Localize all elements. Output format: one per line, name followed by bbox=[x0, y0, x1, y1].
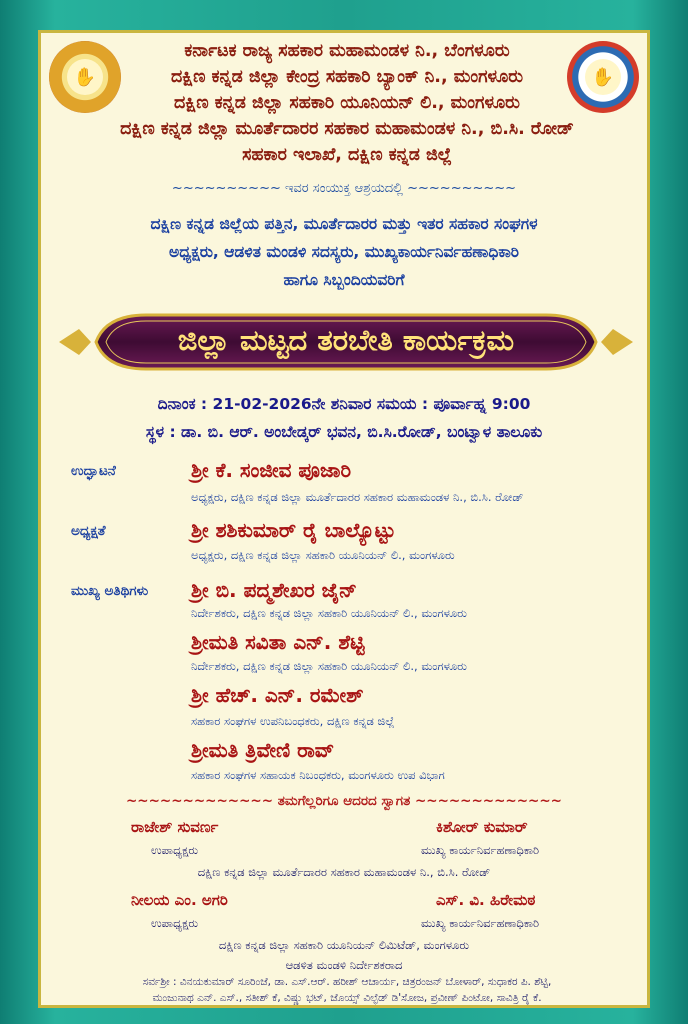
person-name: ಶ್ರೀಮತಿ ತ್ರಿವೇಣಿ ರಾವ್ bbox=[191, 738, 335, 762]
person-description: ಸಹಕಾರ ಸಂಘಗಳ ಉಪನಿಬಂಧಕರು, ದಕ್ಷಿಣ ಕನ್ನಡ ಜಿಲ್ಲೆ bbox=[191, 714, 395, 728]
handshake-icon: ✋ bbox=[585, 59, 621, 95]
organizer-line: ಕರ್ನಾಟಕ ರಾಜ್ಯ ಸಹಕಾರ ಮಹಾಮಂಡಳ ನಿ., ಬೆಂಗಳೂರು bbox=[184, 41, 510, 61]
person-description: ಅಧ್ಯಕ್ಷರು, ದಕ್ಷಿಣ ಕನ್ನಡ ಜಿಲ್ಲಾ ಮೂರ್ತೆದಾರರ ಸಹಕಾರ ಮಹಾಮಂಡಳ ನಿ., ಬಿ.ಸಿ. ರೋಡ್ bbox=[191, 490, 524, 504]
person-description: ನಿರ್ದೇಶಕರು, ದಕ್ಷಿಣ ಕನ್ನಡ ಜಿಲ್ಲಾ ಸಹಕಾರಿ ಯೂನಿಯನ್ ಲಿ., ಮಂಗಳೂರು bbox=[191, 606, 467, 620]
host-title: ಮುಖ್ಯ ಕಾರ್ಯನಿರ್ವಹಣಾಧಿಕಾರಿ bbox=[421, 843, 540, 857]
person-name: ಶ್ರೀ ಶಶಿಕುಮಾರ್ ರೈ ಬಾಲ್ಯೊಟ್ಟು bbox=[191, 518, 396, 542]
role-label: ಅಧ್ಯಕ್ಷತೆ bbox=[71, 523, 106, 539]
host-title: ಉಪಾಧ್ಯಕ್ಷರು bbox=[151, 916, 199, 930]
person-description: ನಿರ್ದೇಶಕರು, ದಕ್ಷಿಣ ಕನ್ನಡ ಜಿಲ್ಲಾ ಸಹಕಾರಿ ಯೂನಿಯನ್ ಲಿ., ಮಂಗಳೂರು bbox=[191, 659, 467, 673]
host-organization: ದಕ್ಷಿಣ ಕನ್ನಡ ಜಿಲ್ಲಾ ಮೂರ್ತೆದಾರರ ಸಹಕಾರ ಮಹಾಮಂಡಳ ನಿ., ಬಿ.ಸಿ. ರೋಡ್ bbox=[197, 865, 491, 879]
host-title: ಮುಖ್ಯ ಕಾರ್ಯನಿರ್ವಹಣಾಧಿಕಾರಿ bbox=[421, 916, 540, 930]
program-title: ಜಿಲ್ಲಾ ಮಟ್ಟದ ತರಬೇತಿ ಕಾರ್ಯಕ್ರಮ bbox=[177, 323, 515, 357]
board-members-line: ಸರ್ವಶ್ರೀ : ವಿನಯಕುಮಾರ್ ಸೂರಿಂಜೆ, ಡಾ. ಎಸ್.ಆರ್. ಹರೀಶ್ ಆಚಾರ್ಯ, ಚಿತ್ರರಂಜನ್ ಬೋಳಾರ್, ಸುಧಾಕರ ಪಿ. ಶೆಟ್ಟಿ, bbox=[142, 976, 552, 988]
welcome-line: ~~~~~~~~~~~~~ ತಮಗೆಲ್ಲರಿಗೂ ಆದರದ ಸ್ವಾಗತ ~~~~~~~~~~~~~ bbox=[125, 793, 562, 809]
organizer-line: ದಕ್ಷಿಣ ಕನ್ನಡ ಜಿಲ್ಲಾ ಕೇಂದ್ರ ಸಹಕಾರಿ ಬ್ಯಾಂಕ್ ನಿ., ಮಂಗಳೂರು bbox=[170, 67, 524, 87]
organizer-line: ಸಹಕಾರ ಇಲಾಖೆ, ದಕ್ಷಿಣ ಕನ್ನಡ ಜಿಲ್ಲೆ bbox=[242, 145, 452, 165]
person-description: ಸಹಕಾರ ಸಂಘಗಳ ಸಹಾಯಕ ನಿಬಂಧಕರು, ಮಂಗಳೂರು ಉಪ ವಿಭಾಗ bbox=[191, 768, 445, 782]
host-organization: ದಕ್ಷಿಣ ಕನ್ನಡ ಜಿಲ್ಲಾ ಸಹಕಾರಿ ಯೂನಿಯನ್ ಲಿಮಿಟೆಡ್, ಮಂಗಳೂರು bbox=[218, 938, 470, 952]
person-name: ಶ್ರೀಮತಿ ಸವಿತಾ ಎನ್. ಶೆಟ್ಟಿ bbox=[191, 630, 365, 654]
person-description: ಅಧ್ಯಕ್ಷರು, ದಕ್ಷಿಣ ಕನ್ನಡ ಜಿಲ್ಲಾ ಸಹಕಾರಿ ಯೂನಿಯನ್ ಲಿ., ಮಂಗಳೂರು bbox=[191, 548, 455, 562]
handshake-icon: ✋ bbox=[67, 59, 103, 95]
host-name: ರಾಜೇಶ್ ಸುವರ್ಣ bbox=[131, 818, 219, 836]
invitee-line: ಅಧ್ಯಕ್ಷರು, ಆಡಳಿತ ಮಂಡಳಿ ಸದಸ್ಯರು, ಮುಖ್ಯಕಾರ್ಯನಿರ್ವಹಣಾಧಿಕಾರಿ bbox=[169, 243, 519, 261]
role-label: ಮುಖ್ಯ ಅತಿಥಿಗಳು bbox=[71, 583, 149, 599]
person-name: ಶ್ರೀ ಕೆ. ಸಂಜೀವ ಪೂಜಾರಿ bbox=[191, 458, 352, 482]
host-name: ನೀಲಯ ಎಂ. ಅಗರಿ bbox=[131, 891, 228, 909]
board-members-line: ಮಂಜುನಾಥ ಎನ್. ಎಸ್., ಸತೀಶ್ ಕೆ, ವಿಷ್ಣು ಭಟ್, ಜೊಯ್ಸ್ ವಿಲ್ಫೆಡ್ ಡಿ'ಸೋಜ, ಪ್ರವೀಣ್ ಪಿಂಟೋ, ಸಾವಿತ್ರಿ ರೈ ಕೆ. bbox=[152, 992, 542, 1004]
date-time-line: ದಿನಾಂಕ : 21-02-2026ನೇ ಶನಿವಾರ ಸಮಯ : ಪೂರ್ವಾಹ್ನ 9:00 bbox=[157, 395, 531, 413]
role-label: ಉದ್ಘಾಟನೆ bbox=[71, 463, 116, 479]
person-name: ಶ್ರೀ ಬಿ. ಪದ್ಮಶೇಖರ ಜೈನ್ bbox=[191, 578, 357, 602]
invitation-card bbox=[38, 30, 650, 1008]
invitee-line: ದಕ್ಷಿಣ ಕನ್ನಡ ಜಿಲ್ಲೆಯ ಪತ್ತಿನ, ಮೂರ್ತೆದಾರರ ಮತ್ತು ಇತರ ಸಹಕಾರ ಸಂಘಗಳ bbox=[150, 215, 538, 233]
organizer-line: ದಕ್ಷಿಣ ಕನ್ನಡ ಜಿಲ್ಲಾ ಮೂರ್ತೆದಾರರ ಸಹಕಾರ ಮಹಾಮಂಡಳ ನಿ., ಬಿ.ಸಿ. ರೋಡ್ bbox=[120, 119, 574, 139]
host-name: ಎಸ್. ವಿ. ಹಿರೇಮಠ bbox=[436, 891, 536, 909]
venue-line: ಸ್ಥಳ : ಡಾ. ಬಿ. ಆರ್. ಅಂಬೇಡ್ಕರ್ ಭವನ, ಬಿ.ಸಿ.ರೋಡ್, ಬಂಟ್ವಾಳ ತಾಲೂಕು bbox=[145, 423, 543, 441]
person-name: ಶ್ರೀ ಹೆಚ್. ಎನ್. ರಮೇಶ್ bbox=[191, 683, 364, 707]
invitee-line: ಹಾಗೂ ಸಿಬ್ಬಂದಿಯವರಿಗೆ bbox=[283, 271, 405, 289]
organizer-line: ದಕ್ಷಿಣ ಕನ್ನಡ ಜಿಲ್ಲಾ ಸಹಕಾರಿ ಯೂನಿಯನ್ ಲಿ., ಮಂಗಳೂರು bbox=[174, 93, 520, 113]
board-heading: ಆಡಳಿತ ಮಂಡಳಿ ನಿರ್ದೇಶಕರಾದ bbox=[285, 958, 403, 972]
host-name: ಕಿಶೋರ್ ಕುಮಾರ್ bbox=[436, 818, 528, 836]
jointly-organized-note: ~~~~~~~~~~ ಇವರ ಸಂಯುಕ್ತ ಆಶ್ರಯದಲ್ಲಿ ~~~~~~~~~~ bbox=[171, 181, 517, 196]
host-title: ಉಪಾಧ್ಯಕ್ಷರು bbox=[151, 843, 199, 857]
